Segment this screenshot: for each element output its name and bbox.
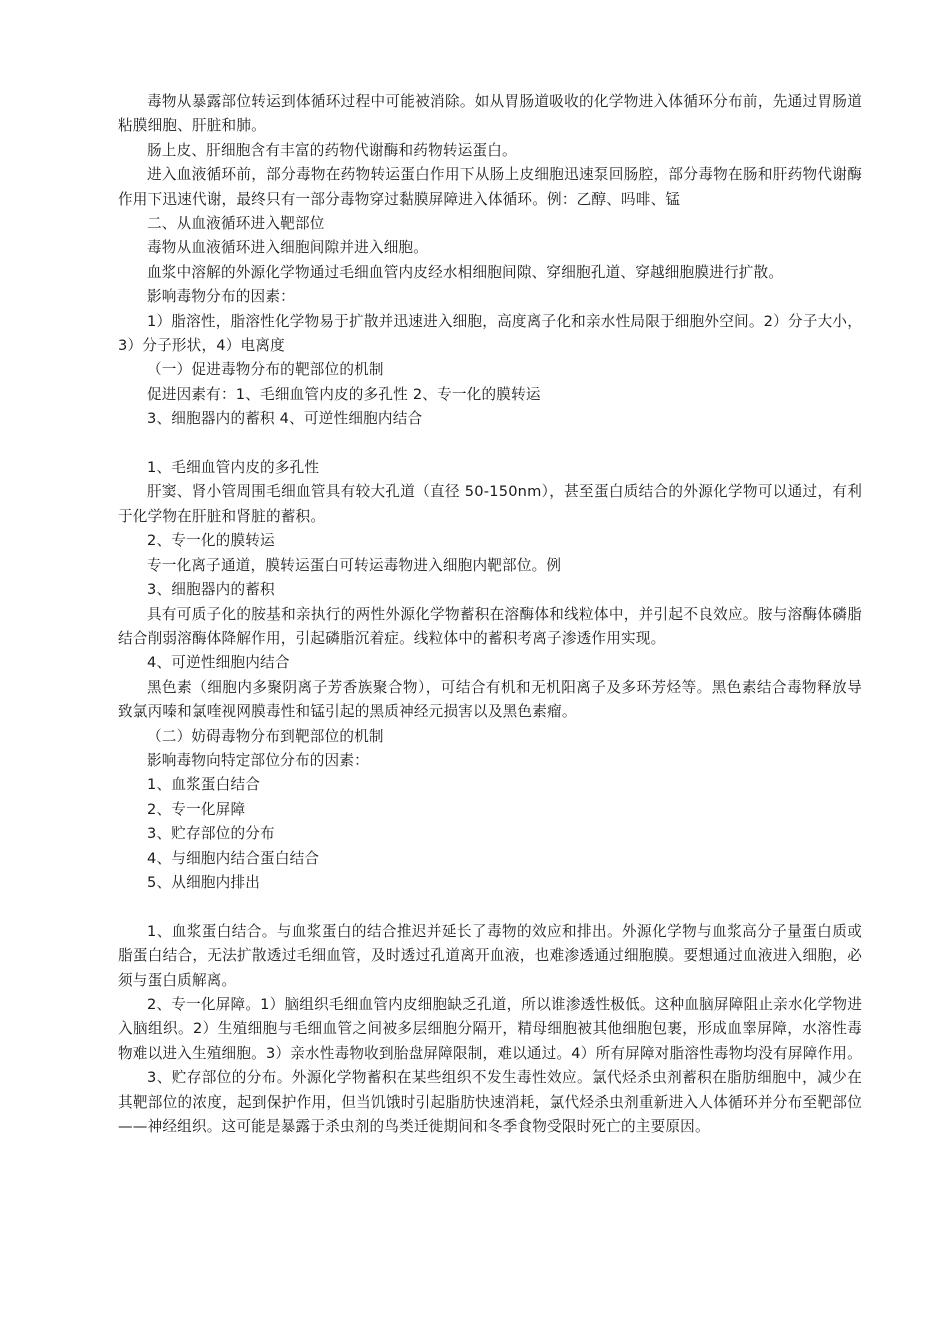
list-item-cellular-export: 5、从细胞内排出 — [147, 873, 261, 891]
paragraph-promoting-factors-3-4: 3、细胞器内的蓄积 4、可逆性细胞内结合 — [147, 410, 423, 428]
list-item-plasma-protein-binding: 1、血浆蛋白结合 — [147, 776, 261, 794]
document-body — [118, 90, 862, 1139]
paragraph-intestinal-liver-enzymes: 肠上皮、肝细胞含有丰富的药物代谢酶和药物转运蛋白。 — [147, 141, 517, 159]
paragraph-distribution-factors-heading: 影响毒物分布的因素： — [147, 288, 295, 306]
paragraph-plasma-protein-binding: 1、血浆蛋白结合。与血浆蛋白的结合推迟并延长了毒物的效应和排出。外源化学物与血浆高分子量蛋白质或脂蛋白结合，无法扩散透过毛细血管，及时透过孔道离开血液，也难渗透通过细胞膜。要想通过血液进入细胞，必须与蛋白质解离。 — [118, 922, 862, 989]
list-item-storage-sites: 3、贮存部位的分布 — [147, 825, 275, 843]
list-item-intracellular-binding: 4、与细胞内结合蛋白结合 — [147, 849, 320, 867]
paragraph-storage-sites: 3、贮存部位的分布。外源化学物蓄积在某些组织不发生毒性效应。氯代烃杀虫剂蓄积在脂肪细胞中，减少在其靶部位的浓度，起到保护作用，但当饥饿时引起脂肪快速消耗，氯代烃杀虫剂重新进入人体循环并分布至靶部位——神经组织。这可能是暴露于杀虫剂的鸟类迁徙期间和冬季食物受限时死亡的主要原因。 — [118, 1069, 862, 1136]
paragraph-elimination-before-circulation: 毒物从暴露部位转运到体循环过程中可能被消除。如从胃肠道吸收的化学物进入体循环分布前，先通过胃肠道粘膜细胞、肝脏和肺。 — [118, 93, 862, 135]
subsection-heading-hindering-mechanisms: （二）妨碍毒物分布到靶部位的机制 — [147, 727, 384, 745]
item-heading-reversible-binding: 4、可逆性细胞内结合 — [147, 654, 290, 672]
list-item-specialized-barriers: 2、专一化屏障 — [147, 800, 246, 818]
paragraph-capillary-porosity: 肝窦、肾小管周围毛细血管具有较大孔道（直径 50-150nm），甚至蛋白质结合的外源化学物可以通过，有利于化学物在肝脏和肾脏的蓄积。 — [118, 483, 862, 525]
paragraph-into-interstitial-space: 毒物从血液循环进入细胞间隙并进入细胞。 — [147, 239, 429, 257]
paragraph-organelle-accumulation: 具有可质子化的胺基和亲执行的两性外源化学物蓄积在溶酶体和线粒体中，并引起不良效应。胺与溶酶体磷脂结合削弱溶酶体降解作用，引起磷脂沉着症。线粒体中的蓄积考离子渗透作用实现。 — [118, 605, 862, 647]
section-heading-blood-to-target: 二、从血液循环进入靶部位 — [147, 215, 325, 233]
item-heading-membrane-transport: 2、专一化的膜转运 — [147, 532, 275, 550]
paragraph-membrane-transport: 专一化离子通道，膜转运蛋白可转运毒物进入细胞内靶部位。例 — [147, 556, 562, 574]
item-heading-organelle-accumulation: 3、细胞器内的蓄积 — [147, 581, 275, 599]
blank-line — [118, 432, 862, 456]
paragraph-first-pass-metabolism: 进入血液循环前，部分毒物在药物转运蛋白作用下从肠上皮细胞迅速泵回肠腔，部分毒物在肠和肝药物代谢酶作用下迅速代谢，最终只有一部分毒物穿过黏膜屏障进入体循环。例：乙醇、吗啡、锰 — [118, 166, 862, 208]
blank-line — [118, 895, 862, 919]
paragraph-promoting-factors-1-2: 促进因素有：1、毛细血管内皮的多孔性 2、专一化的膜转运 — [147, 385, 541, 403]
paragraph-melanin-binding: 黑色素（细胞内多聚阴离子芳香族聚合物），可结合有机和无机阳离子及多环芳烃等。黑色素结合毒物释放导致氯丙嗪和氯喹视网膜毒性和锰引起的黑质神经元损害以及黑色素瘤。 — [118, 678, 862, 721]
item-heading-capillary-porosity: 1、毛细血管内皮的多孔性 — [147, 459, 320, 477]
paragraph-specialized-barriers: 2、专一化屏障。1）脑组织毛细血管内皮细胞缺乏孔道，所以谁渗透性极低。这种血脑屏障阻止亲水化学物进入脑组织。2）生殖细胞与毛细血管之间被多层细胞分隔开，精母细胞被其他细胞包裹，形成血睾屏障，水溶性毒物难以进入生殖细胞。3）亲水性毒物收到胎盘屏障限制，难以通过。4）所有屏障对脂溶性毒物均没有屏障作用。 — [118, 996, 862, 1062]
paragraph-distribution-factors-list: 1）脂溶性，脂溶性化学物易于扩散并迅速进入细胞，高度离子化和亲水性局限于细胞外空间。2）分子大小，3）分子形状，4）电离度 — [118, 312, 862, 355]
subsection-heading-promoting-mechanisms: （一）促进毒物分布的靶部位的机制 — [147, 361, 384, 379]
paragraph-plasma-diffusion: 血浆中溶解的外源化学物通过毛细血管内皮经水相细胞间隙、穿细胞孔道、穿越细胞膜进行扩散。 — [147, 263, 784, 281]
paragraph-hindering-factors-heading: 影响毒物向特定部位分布的因素： — [147, 751, 369, 769]
